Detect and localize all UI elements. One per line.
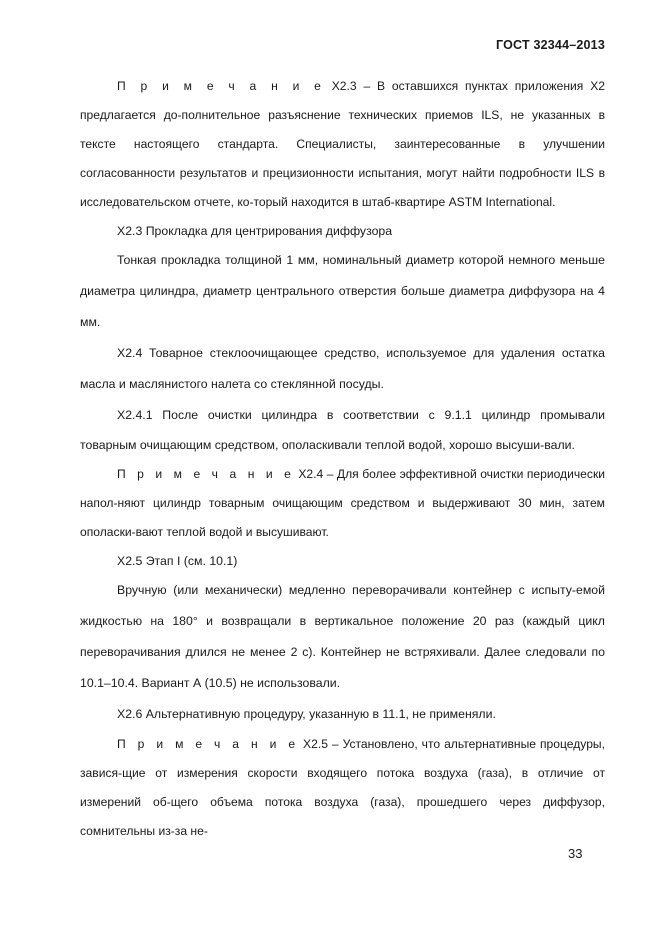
paragraph-shim: Тонкая прокладка толщиной 1 мм, номинальный диаметр которой немного меньше диаметра цилиндра, диаметр центрального отверстия больше диаметра диффузора на 4 мм.	[80, 253, 605, 329]
note-x2-5	[80, 730, 605, 846]
standard-header: ГОСТ 32344–2013	[496, 38, 605, 52]
note-text: X2.3 – В оставшихся пунктах приложения X2 предлагается до-полнительное разъяснение технических приемов ILS, не указанных в тексте настоящего стандарта. Специалисты, заинтересованные в улучшении согласованности результатов и прецизионности испытания, могут найти подробности ILS в исследовательском отчете, ко-торый находится в штаб-квартире ASTM International.	[80, 79, 605, 209]
note-x2-4	[80, 460, 605, 547]
note-label: П р и м е ч а н и е	[117, 467, 295, 481]
note-label: П р и м е ч а н и е	[117, 79, 325, 93]
paragraph-x2-4: X2.4 Товарное стеклоочищающее средство, используемое для удаления остатка масла и маслянистого налета со стеклянной посуды.	[80, 346, 605, 391]
body-text	[80, 72, 605, 846]
note-x2-3	[80, 72, 605, 217]
paragraph-x2-6: X2.6 Альтернативную процедуру, указанную в 11.1, не применяли.	[117, 707, 496, 721]
note-label: П р и м е ч а н и е	[117, 737, 300, 751]
paragraph-x2-4-1: X2.4.1 После очистки цилиндра в соответствии с 9.1.1 цилиндр промывали товарным очищающим средством, ополаскивали теплой водой, хорошо высуши-вали.	[80, 408, 605, 452]
paragraph-stage-1: Вручную (или механически) медленно переворачивали контейнер с испыту-емой жидкостью на 180° и возвращали в вертикальное положение 20 раз (каждый цикл переворачивания длился не менее 2 с). Контейнер не встряхивали. Далее следовали по 10.1–10.4. Вариант А (10.5) не использовали.	[80, 583, 605, 690]
page-number: 33	[568, 846, 583, 861]
heading-x2-5: X2.5 Этап I (см. 10.1)	[117, 554, 238, 568]
note-text: X2.4 – Для более эффективной очистки периодически напол-няют цилиндр товарным очищающим средством и выдерживают 30 мин, затем ополаски-вают теплой водой и высушивают.	[80, 467, 605, 539]
heading-x2-3: X2.3 Прокладка для центрирования диффузора	[117, 224, 393, 238]
note-text: X2.5 – Установлено, что альтернативные процедуры, завися-щие от измерения скорости входящего потока воздуха (газа), в отличие от измерений об-щего объема потока воздуха (газа), прошедшего через диффузор, сомнительны из-за не-	[80, 737, 605, 838]
